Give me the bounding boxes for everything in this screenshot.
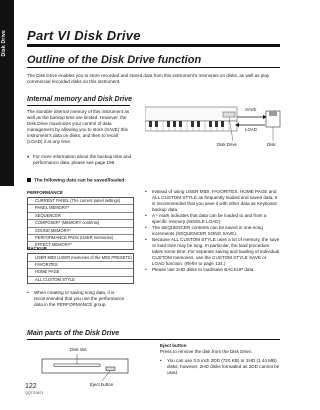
list-item: ALL CUSTOM STYLE [35, 276, 76, 282]
main-parts-rule [27, 339, 280, 340]
outline-heading: Outline of the Disk Drive function [27, 54, 202, 66]
list-item: FAVORITES [28, 262, 133, 269]
list-item: SEQUENCER [28, 213, 133, 220]
disk-slot-label: Disk slot [70, 347, 87, 352]
list-item [145, 237, 280, 266]
internal-memory-rule [27, 105, 130, 106]
note-text: A * mark indicates that data can be loaded to and from a specific memory (SINGLE LOAD). [152, 212, 267, 224]
backup-time-note [27, 154, 132, 166]
saved-data-heading-text: The following data can be saved/loaded: [34, 178, 126, 184]
backup-time-note-text: For more information about the backup time and performance data, please see page 198. [33, 154, 132, 165]
page-number: 122 [25, 383, 37, 390]
part-title-rule [27, 44, 280, 47]
list-item: USER MIDI (USER memories of the MIDI PRESETS) [28, 254, 133, 262]
disk-type-note: You can use 3.5 inch 2DD (720 KB) or 2HD (1.44 MB) disks; however, 2HD disks formatted as 2DD cannot be used. [167, 358, 280, 375]
list-item: CURRENT PANEL (The current panel settings) [28, 198, 133, 205]
saved-data-heading [27, 178, 126, 183]
outline-rule [27, 67, 280, 68]
list-item [145, 213, 280, 225]
load-label: LOAD [245, 127, 257, 132]
eject-button-text: Press to remove the disk from the Disk Drive. [160, 349, 253, 354]
internal-memory-text: The storable internal memory of this instrument as well as the backup time are limited. However, the Disk Drive maximizes your control of data management by allowing you to store (SAVE) this instrument’s data on disks, and then to recall (LOAD) it at any time. [27, 109, 130, 144]
list-item: PERFORMANCE PADS (USER memories) [28, 235, 133, 242]
performance-list [27, 197, 134, 250]
internal-memory-heading: Internal memory and Disk Drive [27, 96, 133, 103]
list-item [145, 189, 280, 212]
outline-intro: The Disk Drive enables you to store recorded and stored data from this instrument’s memories on disks, as well as play commercial recorded disks on this instrument. [27, 73, 270, 85]
note-text: Because ALL CUSTOM STYLE uses a lot of memory, the save or load time may be long. In particular, the load procedure takes some time. For separate saving and loading of individual CUSTOM memories, use the CUSTOM STYLE SAVE or LOAD function. (Refer to page 134.) [152, 237, 280, 266]
note-text: The SEQUENCER contents can be saved in one-song increments (SEQUENCER SONG SAVE). [152, 225, 263, 236]
backup-list [27, 253, 134, 284]
bullet-icon: • [145, 225, 147, 231]
eject-button-description [160, 343, 281, 376]
performance-group-title: PERFORMANCE [27, 190, 63, 195]
main-parts-heading: Main parts of the Disk Drive [27, 330, 120, 337]
song-data-note [27, 290, 132, 308]
eject-button-label: Eject button [90, 382, 114, 387]
backup-group-title: BACKUP [27, 246, 47, 251]
note-bullet-icon: ♦ [27, 154, 30, 159]
disk-drive-parts-illustration [40, 343, 130, 393]
list-item [160, 358, 281, 376]
keyboard-disk-drawing [145, 103, 281, 147]
song-data-note-text: When creating or saving song data, it is recommended that you use the performance data in the PERFORMANCE group. [34, 290, 125, 307]
list-item: HOME PAGE [28, 269, 133, 276]
data-notes-list [145, 189, 280, 273]
list-item [145, 225, 280, 237]
part-title: Part VI Disk Drive [27, 28, 141, 43]
bullet-icon: • [145, 266, 147, 272]
list-item [145, 267, 280, 273]
list-item: SOUND MEMORY* [28, 228, 133, 235]
square-bullet-icon [27, 178, 31, 182]
eject-button-title: Eject button [160, 343, 187, 348]
list-item: COMPOSER* (MEMORY contents) [28, 220, 133, 227]
bullet-icon: • [145, 212, 147, 218]
bullet-icon: • [145, 237, 147, 243]
save-label: SAVE [245, 107, 257, 112]
document-code: QQTG0671 [25, 391, 44, 395]
side-tab-label: Disk Drive [1, 30, 7, 57]
disk-drive-illustration [145, 103, 281, 147]
note-text: Please use 2HD disks to load/save BACKUP data. [152, 266, 255, 272]
list-item: PANEL MEMORY* [28, 205, 133, 212]
disk-label: Disk [267, 142, 276, 147]
bullet-icon: • [27, 290, 29, 295]
list-item: EFFECT MEMORY* [35, 242, 72, 248]
bullet-icon: • [145, 189, 147, 194]
note-text: Instead of using USER MIDI, FAVORITES, HOME PAGE and ALL CUSTOM STYLE as frequently loaded and saved data, it is recommended that you save it with other data as Keyboard backup data. [152, 189, 278, 212]
disk-drive-label: Disk Drive [217, 142, 238, 147]
side-tab [0, 0, 14, 186]
bullet-icon: • [160, 358, 162, 363]
